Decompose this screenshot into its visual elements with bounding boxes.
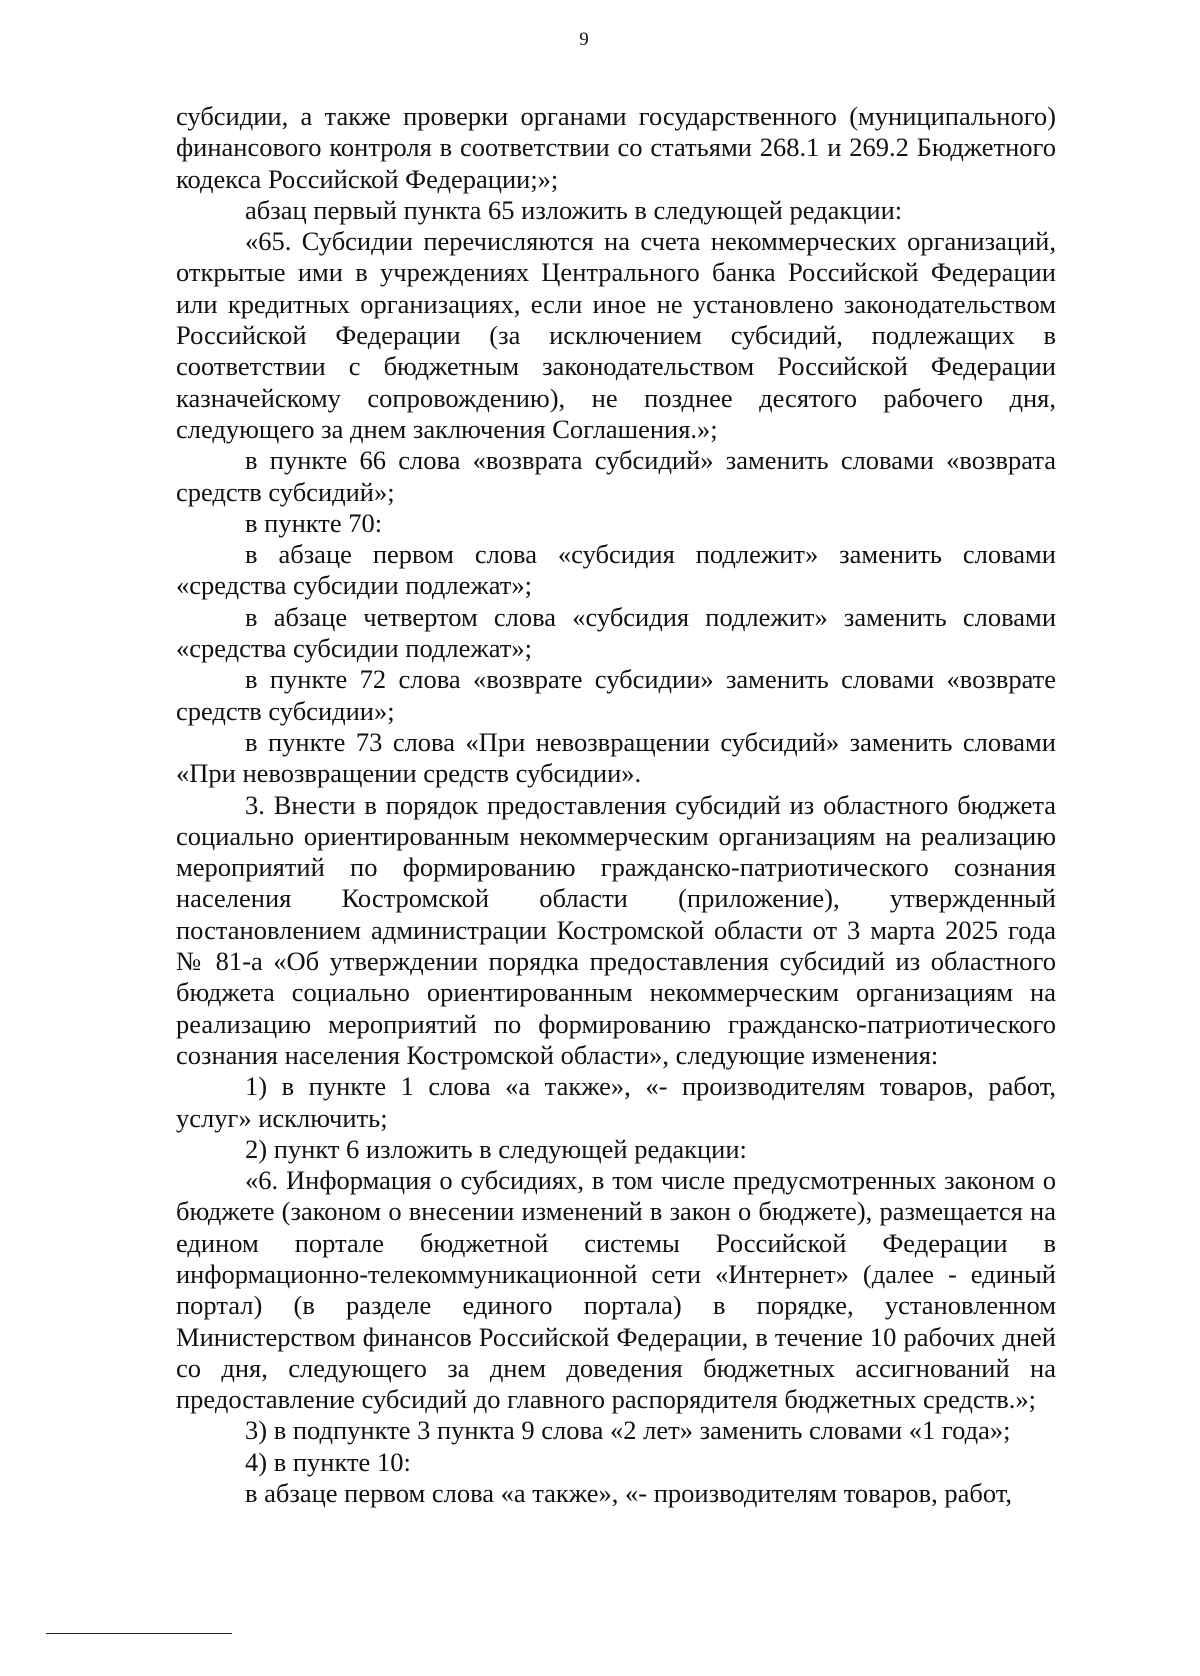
paragraph: 3) в подпункте 3 пункта 9 слова «2 лет» заменить словами «1 года»; [245,1415,1011,1446]
paragraph: 3. Внести в порядок предоставления субсидий из областного бюджета социально ориентированным некоммерческим организациям на реализацию мероприятий по формированию гражданско-патриотического сознания населения Костромской области (приложение), утвержденный постановлением администрации Костромской области от 3 марта 2025 года № 81-а «Об утверждении порядка предоставления субсидий из областного бюджета социально ориентированным некоммерческим организациям на реализацию мероприятий по формированию гражданско-патриотического сознания населения Костромской области», следующие изменения: [176,789,1056,1070]
paragraph: в пункте 73 слова «При невозвращении субсидий» заменить словами «При невозвращении средств субсидии». [176,726,1056,789]
paragraph: 2) пункт 6 изложить в следующей редакции: [245,1133,747,1164]
paragraph: «6. Информация о субсидиях, в том числе предусмотренных законом о бюджете (законом о внесении изменений в закон о бюджете), размещается на едином портале бюджетной системы Российской Федерации в информационно-телекоммуникационной сети «Интернет» (далее - единый портал) (в разделе единого портала) в порядке, установленном Министерством финансов Российской Федерации, в течение 10 рабочих дней со дня, следующего за днем доведения бюджетных ассигнований на предоставление субсидий до главного распорядителя бюджетных средств.»; [176,1165,1056,1415]
paragraph: субсидии, а также проверки органами государственного (муниципального) финансового контроля в соответствии со статьями 268.1 и 269.2 Бюджетного кодекса Российской Федерации;»; [176,101,1056,194]
paragraph: в абзаце четвертом слова «субсидия подлежит» заменить словами «средства субсидии подлежат»; [176,601,1056,664]
paragraph: абзац первый пункта 65 изложить в следующей редакции: [245,194,903,225]
paragraph-last: в абзаце первом слова «а также», «- производителям товаров, работ, [245,1478,1012,1509]
document-body [176,101,1056,1509]
paragraph: 1) в пункте 1 слова «а также», «- производителям товаров, работ, услуг» исключить; [176,1071,1056,1133]
footnote-separator [46,1633,232,1634]
paragraph: в абзаце первом слова «субсидия подлежит» заменить словами «средства субсидии подлежат»; [176,539,1056,601]
page-number: 9 [579,29,589,50]
paragraph: 4) в пункте 10: [245,1446,411,1477]
paragraph: в пункте 66 слова «возврата субсидий» заменить словами «возврата средств субсидий»; [176,445,1056,507]
paragraph: в пункте 70: [245,507,383,538]
paragraph: в пункте 72 слова «возврате субсидии» заменить словами «возврате средств субсидии»; [176,664,1056,726]
paragraph: «65. Субсидии перечисляются на счета некоммерческих организаций, открытые ими в учреждениях Центрального банка Российской Федерации или кредитных организациях, если иное не установлено законодательством Российской Федерации (за исключением субсидий, подлежащих в соответствии с бюджетным законодательством Российской Федерации казначейскому сопровождению), не позднее десятого рабочего дня, следующего за днем заключения Соглашения.»; [176,226,1056,444]
